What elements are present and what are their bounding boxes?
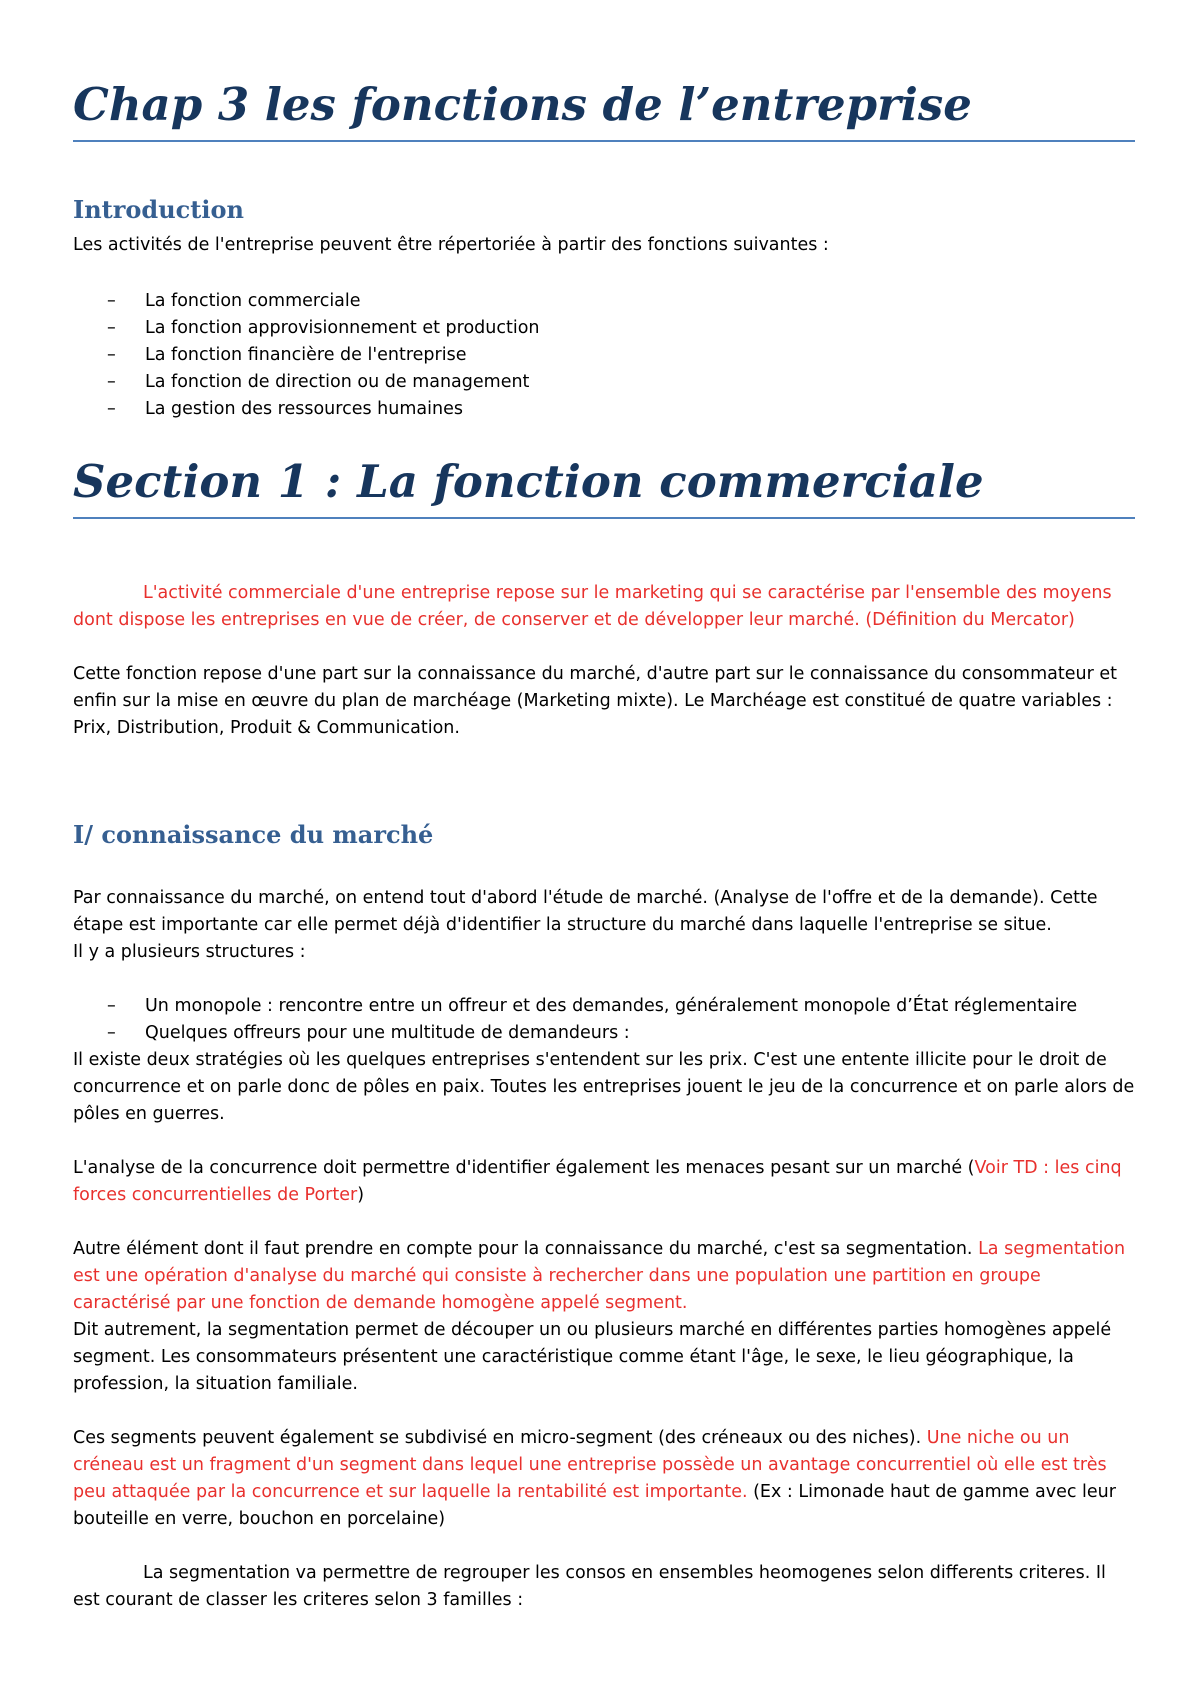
strategies-paragraph: Il existe deux stratégies où les quelques entreprises s'entendent sur les prix. C'est une entente illicite pour le droit de concurrence et on parle donc de pôles en paix. Toutes les entreprises jouent le jeu de la concurrence et on parle alors de pôles en guerres. bbox=[73, 1050, 1135, 1124]
niche-paragraph: Ces segments peuvent également se subdivisé en micro-segment (des créneaux ou des niches). Une niche ou un créneau est un fragment d'un segment dans lequel une entreprise possède un avantage concurrentiel où elle est très peu attaquée par la concurrence et sur laquelle la rentabilité est importante. (Ex : Limonade haut de gamme avec leur bouteille en verre, bouchon en porcelaine) bbox=[73, 1428, 1116, 1529]
list-dash: – bbox=[107, 372, 116, 392]
introduction-lead: Les activités de l'entreprise peuvent être répertoriée à partir des fonctions suivantes : bbox=[73, 235, 829, 255]
list-dash: – bbox=[107, 996, 116, 1016]
market-study-paragraph: Par connaissance du marché, on entend tout d'abord l'étude de marché. (Analyse de l'offre et de la demande). Cette étape est importante car elle permet déjà d'identifier la structure du marché dans laquelle l'entreprise se situe. bbox=[73, 888, 1098, 935]
competition-paragraph: L'analyse de la concurrence doit permettre d'identifier également les menaces pesant sur un marché (Voir TD : les cinq forces concurrentielles de Porter) bbox=[73, 1158, 1122, 1205]
introduction-heading: Introduction bbox=[73, 195, 244, 224]
market-knowledge-heading: I/ connaissance du marché bbox=[73, 820, 434, 849]
title-rule bbox=[73, 140, 1135, 142]
segmentation-paragraph: Autre élément dont il faut prendre en compte pour la connaissance du marché, c'est sa segmentation. La segmentation est une opération d'analyse du marché qui consiste à rechercher dans une population une partition en groupe caractérisé par une fonction de demande homogène appelé segment. bbox=[73, 1239, 1126, 1313]
section-title: Section 1 : La fonction commerciale bbox=[73, 455, 984, 508]
list-dash: – bbox=[107, 399, 116, 419]
criteria-paragraph: La segmentation va permettre de regrouper les consos en ensembles heomogenes selon differents criteres. Il est courant de classer les criteres selon 3 familles : bbox=[73, 1563, 1106, 1610]
list-dash: – bbox=[107, 1023, 116, 1043]
function-paragraph: Cette fonction repose d'une part sur la connaissance du marché, d'autre part sur le connaissance du consommateur et enfin sur la mise en œuvre du plan de marchéage (Marketing mixte). Le Marchéage est constitué de quatre variables : Prix, Distribution, Produit & Communication. bbox=[73, 664, 1117, 738]
list-dash: – bbox=[107, 345, 116, 365]
list-dash: – bbox=[107, 318, 116, 338]
section-rule bbox=[73, 517, 1135, 519]
mercator-definition: L'activité commerciale d'une entreprise repose sur le marketing qui se caractérise par l'ensemble des moyens dont dispose les entreprises en vue de créer, de conserver et de développer leur marché. (Définition du Mercator) bbox=[73, 583, 1112, 630]
chapter-title: Chap 3 les fonctions de l’entreprise bbox=[73, 78, 972, 131]
structures-lead: Il y a plusieurs structures : bbox=[73, 942, 306, 962]
list-dash: – bbox=[107, 291, 116, 311]
segmentation-detail-paragraph: Dit autrement, la segmentation permet de découper un ou plusieurs marché en différentes parties homogènes appelé segment. Les consommateurs présentent une caractéristique comme étant l'âge, le sexe, le lieu géographique, la profession, la situation familiale. bbox=[73, 1320, 1112, 1394]
